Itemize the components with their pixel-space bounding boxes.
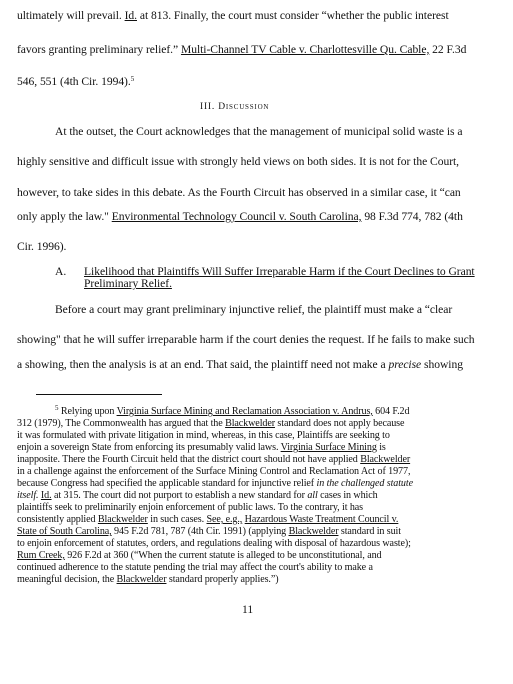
case-citation: Hazardous Waste Treatment Council v. — [244, 514, 399, 525]
emphasis: all — [307, 490, 318, 501]
text: 98 F.3d 774, 782 (4th — [364, 210, 463, 223]
text: Relying upon — [58, 406, 115, 417]
text: consistently applied — [17, 514, 96, 525]
text: cases in which — [317, 490, 378, 501]
text: at 813. Finally, the court must consider “whether the public interest — [139, 9, 449, 22]
text: 926 F.2d at 360 (“When the current statute is alleged to be unconstitutional, and — [64, 550, 382, 561]
footnote-separator — [36, 394, 162, 395]
footnote-line-14: continued adherence to the statute pending the trial may affect the court's ability to make a — [17, 562, 373, 573]
text: showing — [424, 358, 463, 371]
case-citation: Environmental Technology Council v. South Carolina, — [111, 210, 362, 223]
text: standard in suit — [338, 526, 401, 537]
subheading-line-1: Likelihood that Plaintiffs Will Suffer Irreparable Harm if the Court Declines to Grant — [84, 265, 475, 278]
case-citation: Blackwelder — [116, 574, 167, 585]
text: only apply the law." — [17, 210, 109, 223]
footnote-number: 5 — [55, 404, 59, 412]
text: is — [376, 442, 386, 453]
emphasis: itself. — [17, 490, 39, 501]
signal: See, e.g., — [206, 514, 243, 525]
text: at 315. The court did not purport to establish a new standard for — [51, 490, 305, 501]
footnote-line-6: in a challenge against the enforcement of the Surface Mining Control and Reclamation Act of 1977, — [17, 466, 411, 477]
text: standard properly applies.”) — [166, 574, 279, 585]
case-citation: State of South Carolina, — [17, 526, 112, 537]
text: in such cases. — [147, 514, 205, 525]
footnote-marker: 5 — [130, 75, 135, 83]
text: 312 (1979), The Commonwealth has argued that the — [17, 418, 223, 429]
case-citation: Blackwelder — [225, 418, 275, 429]
footnote-line-11 — [17, 526, 401, 538]
text: meaningful decision, the — [17, 574, 115, 585]
p2-line-2: showing" that he will suffer irreparable harm if the court denies the request. If he fails to make such — [17, 333, 475, 346]
case-citation: Rum Creek, — [17, 550, 65, 561]
text: inapposite. There the Fourth Circuit held that the district court should not have applied — [17, 454, 358, 465]
citation-id: Id. — [40, 490, 52, 501]
p1-line-3: however, to take sides in this debate. As the Fourth Circuit has observed in a similar case, it “can — [17, 186, 461, 199]
footnote-line-2 — [17, 418, 404, 430]
case-citation: Blackwelder — [288, 526, 339, 537]
p1-line-5: Cir. 1996). — [17, 240, 67, 253]
p2-line-1: Before a court may grant preliminary injunctive relief, the plaintiff must make a “clear — [55, 303, 453, 316]
p1-line-1: At the outset, the Court acknowledges that the management of municipal solid waste is a — [55, 125, 463, 138]
footnote-line-8 — [17, 490, 378, 502]
footnote-line-12: to enjoin enforcement of statutes, orders, and regulations dealing with disposal of hazardous waste); — [17, 538, 411, 549]
emphasis: precise — [388, 358, 422, 371]
text: favors granting preliminary relief.” — [17, 43, 179, 56]
text: ultimately will prevail. — [17, 9, 122, 22]
subheading-line-2: Preliminary Relief. — [84, 277, 172, 290]
text: 945 F.2d 781, 787 (4th Cir. 1991) (applying — [111, 526, 287, 537]
footnote-line-1 — [55, 406, 409, 418]
p1-line-4 — [17, 210, 463, 224]
text: 604 F.2d — [372, 406, 410, 417]
p1-line-2: highly sensitive and difficult issue with strongly held views on both sides. It is not for the Court, — [17, 155, 460, 168]
text: because Congress had specified the applicable standard for injunctive relief — [17, 478, 315, 489]
footnote-line-7 — [17, 478, 413, 490]
text: 546, 551 (4th Cir. 1994). — [17, 75, 131, 88]
citation-id: Id. — [124, 9, 137, 22]
body-line-2 — [17, 43, 466, 57]
section-heading: III. Discussion — [200, 102, 270, 112]
case-citation: Virginia Surface Mining and Reclamation Association v. Andrus, — [116, 406, 373, 417]
footnote-line-5 — [17, 454, 410, 466]
body-line-3 — [17, 75, 134, 89]
footnote-line-3: it was formulated with private litigation in mind, whereas, in this case, Plaintiffs are seeking to — [17, 430, 390, 441]
text: enjoin a sovereign State from enforcing its presumably valid laws. — [17, 442, 279, 453]
text: standard does not apply because — [274, 418, 405, 429]
footnote-line-4 — [17, 442, 386, 454]
case-citation: Multi-Channel TV Cable v. Charlottesville Qu. Cable, — [180, 43, 430, 56]
case-citation: Virginia Surface Mining — [280, 442, 377, 453]
subheading-letter: A. — [55, 265, 67, 278]
text: a showing, then the analysis is at an end. That said, the plaintiff need not make a — [17, 358, 386, 371]
footnote-line-15 — [17, 574, 278, 586]
p2-line-3 — [17, 358, 463, 372]
text: 22 F.3d — [432, 43, 467, 56]
case-citation: Blackwelder — [360, 454, 411, 465]
footnote-line-9: plaintiffs seek to preliminarily enjoin enforcement of public laws. To the contrary, it has — [17, 502, 363, 513]
footnote-line-13 — [17, 550, 382, 562]
case-citation: Blackwelder — [97, 514, 148, 525]
body-line-1 — [17, 9, 449, 23]
page-number: 11 — [242, 603, 254, 616]
emphasis: in the challenged statute — [316, 478, 413, 489]
footnote-line-10 — [17, 514, 398, 526]
